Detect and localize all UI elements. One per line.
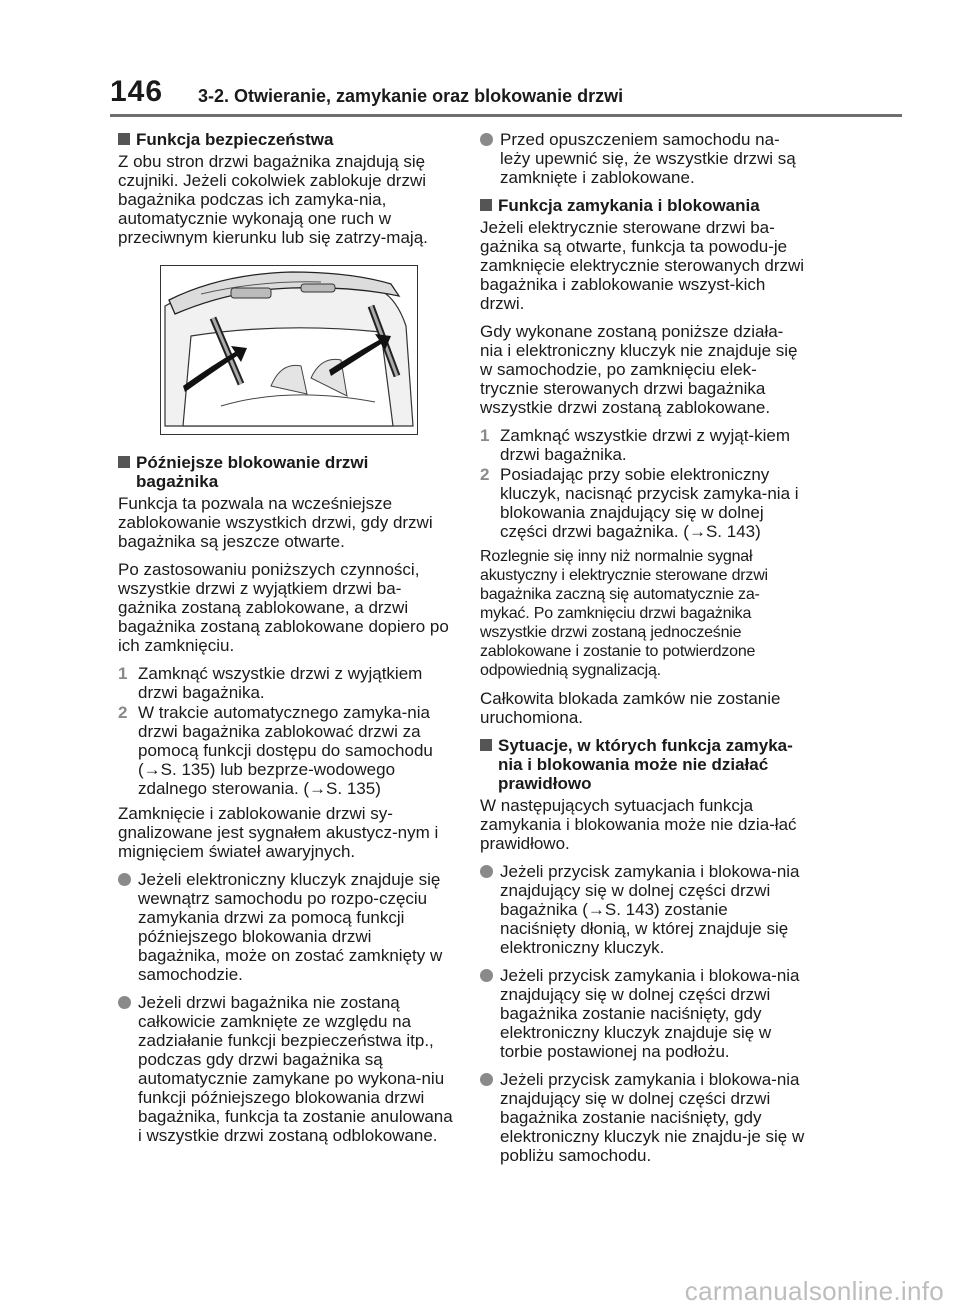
paragraph: Całkowita blokada zamków nie zostanie uruchomiona.	[480, 689, 781, 727]
step-number: 1	[480, 426, 490, 445]
list-item: Jeżeli przycisk zamykania i blokowa-nia znajdujący się w dolnej części drzwi bagażnika zostanie naciśnięty, gdy elektroniczny kluczyk znajduje się w torbie postawionej na podłożu.	[480, 966, 806, 1061]
paragraph: Gdy wykonane zostaną poniższe działa-nia i elektroniczny kluczyk nie znajduje się w samochodzie, po zamknięciu elek-trycznie sterowanych drzwi bagażnika wszystkie drzwi zostaną zablokowane.	[480, 322, 798, 417]
list-item: 1 Zamknąć wszystkie drzwi z wyjąt-kiem drzwi bagażnika.	[480, 426, 790, 464]
heading-safety-function: Funkcja bezpieczeństwa	[118, 130, 454, 149]
paragraph: Jeżeli elektrycznie sterowane drzwi ba-gażnika są otwarte, funkcja ta powodu-je zamknięcie elektrycznie sterowanych drzwi bagażnika i zablokowanie wszyst-kich drzwi.	[480, 218, 805, 313]
square-bullet-icon	[118, 133, 130, 145]
list-item: Przed opuszczeniem samochodu na-leży upewnić się, że wszystkie drzwi są zamknięte i zablokowane.	[480, 130, 806, 187]
step-list	[480, 426, 806, 541]
paragraph: Po zastosowaniu poniższych czynności, wszystkie drzwi z wyjątkiem drzwi ba-gażnika zostaną zablokowane, a drzwi bagażnika zostaną zablokowane dopiero po ich zamknięciu.	[118, 560, 449, 655]
watermark: carmanualsonline.info	[684, 1276, 944, 1306]
left-column	[118, 130, 454, 1154]
round-bullet-icon	[480, 865, 493, 878]
round-bullet-icon	[118, 996, 131, 1009]
list-item: Jeżeli elektroniczny kluczyk znajduje się wewnątrz samochodu po rozpo-częciu zamykania drzwi za pomocą funkcji późniejszego blokowania drzwi bagażnika, może on zostać zamknięty w samochodzie.	[118, 870, 454, 984]
heading-delayed-lock: Późniejsze blokowanie drzwi bagażnika	[118, 453, 454, 491]
step-list	[118, 664, 454, 798]
tailgate-illustration	[160, 265, 418, 435]
round-bullet-icon	[480, 133, 493, 146]
square-bullet-icon	[480, 739, 492, 751]
heading-close-and-lock: Funkcja zamykania i blokowania	[480, 196, 806, 215]
list-item: Jeżeli przycisk zamykania i blokowa-nia znajdujący się w dolnej części drzwi bagażnika zostanie naciśnięty, gdy elektroniczny kluczyk nie znajdu-je się w pobliżu samochodu.	[480, 1070, 806, 1165]
list-item: 2 Posiadając przy sobie elektroniczny kluczyk, nacisnąć przycisk zamyka-nia i blokowania znajdujący się w dolnej części drzwi bagażnika. (→S. 143)	[480, 465, 799, 541]
page-number: 146	[110, 75, 164, 108]
section-title: 3-2. Otwieranie, zamykanie oraz blokowanie drzwi	[198, 86, 624, 106]
paragraph: Funkcja ta pozwala na wcześniejsze zablokowanie wszystkich drzwi, gdy drzwi bagażnika są jeszcze otwarte.	[118, 494, 433, 551]
square-bullet-icon	[480, 199, 492, 211]
list-item: 2 W trakcie automatycznego zamyka-nia drzwi bagażnika zablokować drzwi za pomocą funkcji dostępu do samochodu (→S. 135) lub bezprze-wodowego zdalnego sterowania. (→S. 135)	[118, 703, 433, 798]
round-bullet-icon	[118, 873, 131, 886]
paragraph: Zamknięcie i zablokowanie drzwi sy-gnalizowane jest sygnałem akustycz-nym i mignięciem świateł awaryjnych.	[118, 804, 439, 861]
tailgate-sensor-diagram	[161, 266, 417, 434]
square-bullet-icon	[118, 456, 130, 468]
step-number: 1	[118, 664, 128, 683]
list-item: Jeżeli przycisk zamykania i blokowa-nia znajdujący się w dolnej części drzwi bagażnika (→S. 143) zostanie naciśnięty dłonią, w której znajduje się elektroniczny kluczyk.	[480, 862, 806, 957]
list-item: 1 Zamknąć wszystkie drzwi z wyjątkiem drzwi bagażnika.	[118, 664, 423, 702]
round-bullet-icon	[480, 1073, 493, 1086]
page-header	[0, 0, 960, 118]
header-divider	[110, 114, 902, 117]
right-column	[480, 130, 806, 1174]
paragraph: Z obu stron drzwi bagażnika znajdują się czujniki. Jeżeli cokolwiek zablokuje drzwi bagażnika podczas ich zamyka-nia, automatycznie wykonają one ruch w przeciwnym kierunku lub się zatrzy-mają.	[118, 152, 428, 247]
step-number: 2	[480, 465, 490, 484]
heading-malfunction-situations: Sytuacje, w których funkcja zamyka-nia i blokowania może nie działać prawidłowo	[480, 736, 806, 793]
step-number: 2	[118, 703, 128, 722]
paragraph: Rozlegnie się inny niż normalnie sygnał akustyczny i elektrycznie sterowane drzwi bagażnika zaczną się automatycznie za-mykać. Po zamknięciu drzwi bagażnika wszystkie drzwi zostaną jednocześnie zablokowane i zostanie to potwierdzone odpowiednią sygnalizacją.	[480, 548, 768, 679]
list-item: Jeżeli drzwi bagażnika nie zostaną całkowicie zamknięte ze względu na zadziałanie funkcji bezpieczeństwa itp., podczas gdy drzwi bagażnika są automatycznie zamykane po wykona-niu funkcji późniejszego blokowania drzwi bagażnika, funkcja ta zostanie anulowana i wszystkie drzwi zostaną odblokowane.	[118, 993, 454, 1145]
paragraph: W następujących sytuacjach funkcja zamykania i blokowania może nie dzia-łać prawidłowo.	[480, 796, 797, 853]
round-bullet-icon	[480, 969, 493, 982]
